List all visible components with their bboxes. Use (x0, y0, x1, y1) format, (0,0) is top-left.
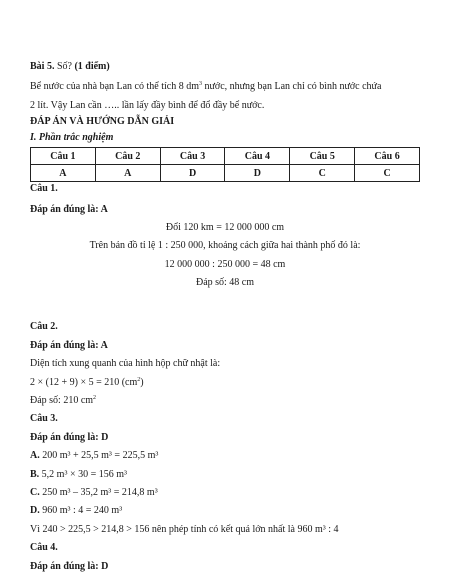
cau2-title: Câu 2. (30, 321, 58, 332)
cau4-answer: Đáp án đúng là: D (30, 561, 109, 572)
cau1-line-3: 12 000 000 : 250 000 = 48 cm (164, 259, 286, 270)
table-header-cell: Câu 2 (95, 148, 160, 165)
cau3-option-a-text: 200 m³ + 25,5 m³ = 225,5 m³ (39, 450, 159, 461)
cau3-option-d-label: D. (30, 505, 40, 516)
bai5-line-1-tail: nước, nhưng bạn Lan chỉ có bình nước chứa (201, 81, 382, 92)
cau1-line-1: Đổi 120 km = 12 000 000 cm (165, 222, 285, 233)
table-answer-cell: D (225, 165, 290, 182)
cau2-line-3-text: Đáp số: 210 cm (30, 395, 94, 406)
cau3-conclusion: Vì 240 > 225,5 > 214,8 > 156 nên phép tính có kết quả lớn nhất là 960 m³ : 4 (30, 524, 339, 535)
cau2-line-2-text: 2 × (12 + 9) × 5 = 210 (cm (30, 377, 138, 388)
answer-table-answer-row (31, 165, 420, 182)
section1-title: I. Phần trắc nghiệm (30, 132, 114, 143)
cau3-answer: Đáp án đúng là: D (30, 432, 109, 443)
cau3-option-b-label: B. (30, 469, 40, 480)
cau3-option-a (30, 450, 158, 462)
bai5-question-mark: Số? (54, 61, 72, 72)
bai5-points: (1 điểm) (71, 61, 110, 72)
cau2-line-2-sup: 2 (137, 377, 141, 383)
cau3-option-c-label: C. (30, 487, 40, 498)
table-header-cell: Câu 4 (225, 148, 290, 165)
table-answer-cell: A (31, 165, 96, 182)
cau3-option-a-label: A. (30, 450, 40, 461)
cau2-line-2 (30, 377, 144, 389)
bai5-line-2: 2 lít. Vậy Lan cần ….. lần lấy đầy bình để đổ đầy bể nước. (30, 100, 265, 111)
table-answer-cell: A (95, 165, 160, 182)
bai5-line-1 (30, 81, 381, 93)
table-header-cell: Câu 1 (31, 148, 96, 165)
table-answer-cell: C (355, 165, 420, 182)
answer-table (30, 147, 420, 182)
table-answer-cell: D (160, 165, 225, 182)
cau1-title: Câu 1. (30, 183, 58, 194)
answer-section-title: ĐÁP ÁN VÀ HƯỚNG DẪN GIẢI (30, 116, 175, 127)
answer-table-header-row (31, 148, 420, 165)
cau4-title: Câu 4. (30, 542, 58, 553)
table-header-cell: Câu 6 (355, 148, 420, 165)
cau3-option-b-text: 5,2 m³ × 30 = 156 m³ (39, 469, 128, 480)
bai5-label: Bài 5. (30, 61, 55, 72)
table-answer-cell: C (290, 165, 355, 182)
cau2-line-3-sup: 2 (93, 395, 97, 401)
table-header-cell: Câu 5 (290, 148, 355, 165)
cau3-option-d (30, 505, 122, 517)
bai5-line-1-text: Bể nước của nhà bạn Lan có thể tích 8 dm (30, 81, 199, 92)
cau2-line-2-tail: ) (140, 377, 144, 388)
cau1-answer: Đáp án đúng là: A (30, 204, 108, 215)
bai5-line-1-sup: 3 (198, 81, 202, 87)
cau3-title: Câu 3. (30, 413, 58, 424)
bai5-title (30, 61, 110, 73)
cau2-line-1: Diện tích xung quanh của hình hộp chữ nhật là: (30, 358, 221, 369)
cau3-option-d-text: 960 m³ : 4 = 240 m³ (39, 505, 123, 516)
cau1-line-4: Đáp số: 48 cm (195, 277, 255, 288)
cau2-answer: Đáp án đúng là: A (30, 340, 108, 351)
cau3-option-c-text: 250 m³ – 35,2 m³ = 214,8 m³ (39, 487, 158, 498)
cau3-option-b (30, 469, 127, 481)
cau3-option-c (30, 487, 158, 499)
cau1-line-2: Trên bản đồ tỉ lệ 1 : 250 000, khoảng cách giữa hai thành phố đó là: (89, 240, 361, 251)
table-header-cell: Câu 3 (160, 148, 225, 165)
cau2-line-3 (30, 395, 96, 407)
